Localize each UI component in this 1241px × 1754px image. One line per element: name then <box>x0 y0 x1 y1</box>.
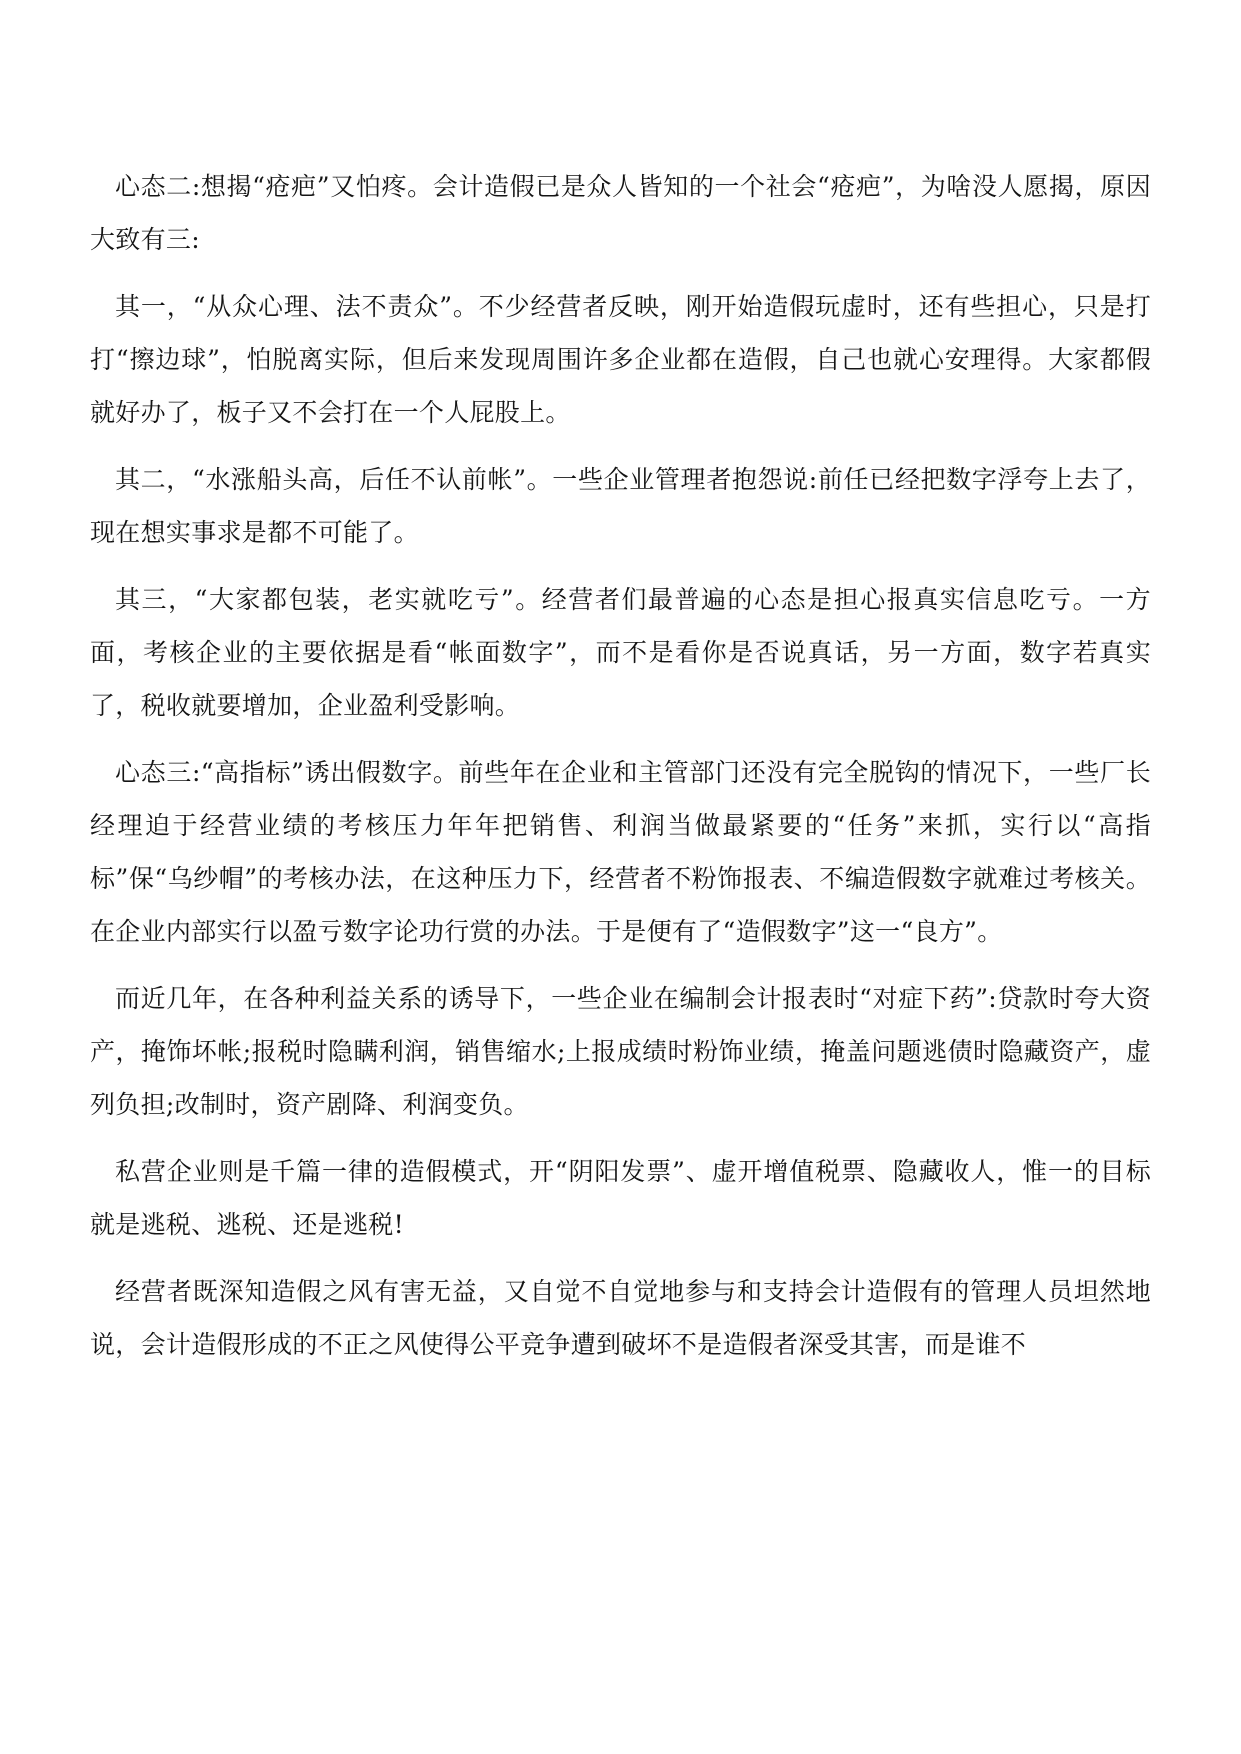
paragraph-mindset-two: 心态二:想揭“疮疤”又怕疼。会计造假已是众人皆知的一个社会“疮疤”，为啥没人愿揭，原因大致有三: <box>90 172 1151 254</box>
paragraph-operators: 经营者既深知造假之风有害无益，又自觉不自觉地参与和支持会计造假有的管理人员坦然地说，会计造假形成的不正之风使得公平竞争遭到破坏不是造假者深受其害，而是谁不 <box>90 1277 1151 1359</box>
paragraph-reason-one: 其一，“从众心理、法不责众”。不少经营者反映，刚开始造假玩虚时，还有些担心，只是打打“擦边球”，怕脱离实际，但后来发现周围许多企业都在造假，自己也就心安理得。大家都假就好办了，板子又不会打在一个人屁股上。 <box>90 292 1151 427</box>
paragraph-mindset-three: 心态三:“高指标”诱出假数字。前些年在企业和主管部门还没有完全脱钩的情况下，一些厂长经理迫于经营业绩的考核压力年年把销售、利润当做最紧要的“任务”来抓，实行以“高指标”保“乌纱帽”的考核办法，在这种压力下，经营者不粉饰报表、不编造假数字就难过考核关。在企业内部实行以盈亏数字论功行赏的办法。于是便有了“造假数字”这一“良方”。 <box>90 758 1151 946</box>
paragraph-reason-three: 其三，“大家都包装，老实就吃亏”。经营者们最普遍的心态是担心报真实信息吃亏。一方面，考核企业的主要依据是看“帐面数字”，而不是看你是否说真话，另一方面，数字若真实了，税收就要增加，企业盈利受影响。 <box>90 585 1151 720</box>
paragraph-recent-years: 而近几年，在各种利益关系的诱导下，一些企业在编制会计报表时“对症下药”:贷款时夸大资产，掩饰坏帐;报税时隐瞒利润，销售缩水;上报成绩时粉饰业绩，掩盖问题逃债时隐藏资产，虚列负担;改制时，资产剧降、利润变负。 <box>90 984 1151 1119</box>
paragraph-reason-two: 其二，“水涨船头高，后任不认前帐”。一些企业管理者抱怨说:前任已经把数字浮夸上去了，现在想实事求是都不可能了。 <box>90 465 1151 547</box>
paragraph-private-enterprises: 私营企业则是千篇一律的造假模式，开“阴阳发票”、虚开增值税票、隐藏收人，惟一的目标就是逃税、逃税、还是逃税! <box>90 1157 1151 1239</box>
document-body <box>90 160 1151 1385</box>
